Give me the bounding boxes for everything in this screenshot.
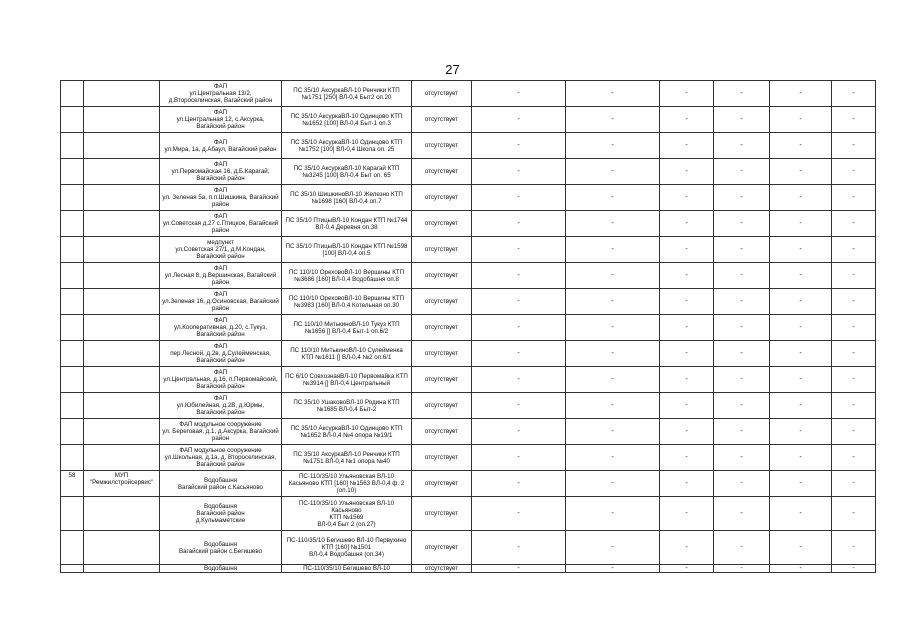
value-cell: - xyxy=(714,471,770,497)
table-row xyxy=(61,393,876,419)
value-cell: - xyxy=(472,263,566,289)
value-cell: - xyxy=(770,419,832,445)
data-table xyxy=(60,80,876,573)
table-row xyxy=(61,565,876,573)
table-row xyxy=(61,445,876,471)
value-cell: - xyxy=(566,315,660,341)
value-cell: - xyxy=(770,159,832,185)
table-row xyxy=(61,367,876,393)
value-cell: - xyxy=(832,133,876,159)
value-cell: - xyxy=(832,367,876,393)
power-source-cell: ПС 35/10 ПтицыВЛ-10 Кондан КТП №1744 ВЛ-0,4 Деревня оп.38 xyxy=(282,211,412,237)
status-cell: отсутствует xyxy=(412,185,472,211)
power-source-cell: ПС 35/10 АксуркаВЛ-10 Ренчики КТП №1751 [250] ВЛ-0,4 Быт2 оп.20 xyxy=(282,81,412,107)
value-cell: - xyxy=(472,81,566,107)
value-cell: - xyxy=(832,237,876,263)
status-cell: отсутствует xyxy=(412,497,472,531)
value-cell: - xyxy=(714,419,770,445)
status-cell: отсутствует xyxy=(412,565,472,573)
organization-cell xyxy=(84,445,160,471)
object-cell: ФАП ул.Юбилейная, д.2В, д.Юрмы, Вагайский район xyxy=(160,393,282,419)
organization-cell xyxy=(84,289,160,315)
value-cell: - xyxy=(660,565,714,573)
value-cell: - xyxy=(770,315,832,341)
value-cell: - xyxy=(660,531,714,565)
value-cell: - xyxy=(566,531,660,565)
value-cell: - xyxy=(472,133,566,159)
object-cell: Водобашня xyxy=(160,565,282,573)
value-cell: - xyxy=(566,289,660,315)
value-cell: - xyxy=(714,81,770,107)
value-cell: - xyxy=(770,471,832,497)
value-cell: - xyxy=(714,107,770,133)
value-cell: - xyxy=(770,81,832,107)
value-cell: - xyxy=(566,497,660,531)
object-cell: ФАП ул. Зеленая 5а, п.п.Шишкина, Вагайский район xyxy=(160,185,282,211)
value-cell: - xyxy=(770,211,832,237)
power-source-cell: ПС 110/10 МитькиноВЛ-10 Сулейменка КТП №1611 [] ВЛ-0,4 №2 оп.6/1 xyxy=(282,341,412,367)
value-cell: - xyxy=(566,565,660,573)
value-cell: - xyxy=(472,107,566,133)
value-cell: - xyxy=(472,565,566,573)
power-source-cell: ПС 110/10 ОреховоВЛ-10 Вершины КТП №3686 [160] ВЛ-0,4 Водобашня оп.8 xyxy=(282,263,412,289)
power-source-cell: ПС-110/35/10 Бегишево ВЛ-10 xyxy=(282,565,412,573)
value-cell: - xyxy=(832,211,876,237)
power-source-cell: ПС 35/10 ПтицыВЛ-10 Кондан КТП №1598 [100] ВЛ-0,4 оп.5 xyxy=(282,237,412,263)
value-cell: - xyxy=(566,419,660,445)
value-cell: - xyxy=(832,393,876,419)
object-cell: Водобашня Вагайский район с.Касьяново xyxy=(160,471,282,497)
organization-cell xyxy=(84,133,160,159)
value-cell: - xyxy=(714,133,770,159)
power-source-cell: ПС-110/35/10 Ульяновская ВЛ-10 Касьяново КТП №1569 ВЛ-0,4 Быт 2 (оп.27) xyxy=(282,497,412,531)
value-cell: - xyxy=(566,133,660,159)
organization-cell xyxy=(84,185,160,211)
table-row xyxy=(61,185,876,211)
table-row xyxy=(61,471,876,497)
value-cell: - xyxy=(832,185,876,211)
value-cell: - xyxy=(714,185,770,211)
value-cell: - xyxy=(832,107,876,133)
value-cell: - xyxy=(660,419,714,445)
object-cell: ФАП ул.Центральная 13/2, д.Второселинская, Вагайский район xyxy=(160,81,282,107)
status-cell: отсутствует xyxy=(412,81,472,107)
power-source-cell: ПС 110/10 ОреховоВЛ-10 Вершины КТП №3983 [160] ВЛ-0,4 Котельная оп.30 xyxy=(282,289,412,315)
object-cell: Водобашня Вагайский район д.Кульмаметские xyxy=(160,497,282,531)
value-cell: - xyxy=(770,497,832,531)
organization-cell xyxy=(84,81,160,107)
row-number-cell xyxy=(61,367,84,393)
value-cell: - xyxy=(660,497,714,531)
value-cell: - xyxy=(566,81,660,107)
table-row xyxy=(61,133,876,159)
value-cell: - xyxy=(566,185,660,211)
status-cell: отсутствует xyxy=(412,419,472,445)
status-cell: отсутствует xyxy=(412,107,472,133)
status-cell: отсутствует xyxy=(412,445,472,471)
table-row xyxy=(61,419,876,445)
object-cell: ФАП ул.Кооперативная, д.20, с.Тукуз, Вагайский район xyxy=(160,315,282,341)
organization-cell xyxy=(84,531,160,565)
value-cell: - xyxy=(660,315,714,341)
object-cell: Водобашня Вагайский район с.Бегишево xyxy=(160,531,282,565)
value-cell: - xyxy=(770,341,832,367)
value-cell: - xyxy=(832,315,876,341)
value-cell: - xyxy=(472,159,566,185)
value-cell: - xyxy=(660,81,714,107)
value-cell: - xyxy=(832,565,876,573)
object-cell: ФАП модульное сооружение ул. Береговая, д.1, д.Аксурка, Вагайский район xyxy=(160,419,282,445)
row-number-cell xyxy=(61,497,84,531)
value-cell: - xyxy=(660,289,714,315)
organization-cell xyxy=(84,341,160,367)
status-cell: отсутствует xyxy=(412,471,472,497)
value-cell: - xyxy=(566,393,660,419)
row-number-cell xyxy=(61,107,84,133)
page-number: 27 xyxy=(445,62,460,77)
value-cell: - xyxy=(714,159,770,185)
row-number-cell xyxy=(61,237,84,263)
value-cell: - xyxy=(714,445,770,471)
table-row xyxy=(61,531,876,565)
organization-cell xyxy=(84,263,160,289)
organization-cell xyxy=(84,237,160,263)
value-cell: - xyxy=(832,289,876,315)
value-cell: - xyxy=(566,263,660,289)
value-cell: - xyxy=(660,185,714,211)
status-cell: отсутствует xyxy=(412,341,472,367)
value-cell: - xyxy=(770,565,832,573)
value-cell: - xyxy=(472,289,566,315)
object-cell: ФАП ул.Центральная 12, с.Аксурка, Вагайский район xyxy=(160,107,282,133)
value-cell: - xyxy=(770,531,832,565)
value-cell: - xyxy=(770,367,832,393)
organization-cell xyxy=(84,159,160,185)
value-cell: - xyxy=(660,367,714,393)
power-source-cell: ПС 35/10 АксуркаВЛ-10 Карагай КТП №3245 [100] ВЛ-0,4 Быт оп. 65 xyxy=(282,159,412,185)
value-cell: - xyxy=(770,237,832,263)
object-cell: ФАП ул.Первомайская 16, д.Б.Карагай, Вагайский район xyxy=(160,159,282,185)
object-cell: ФАП ул.Центральная, д.16, п.Первомайский, Вагайский район xyxy=(160,367,282,393)
value-cell: - xyxy=(714,393,770,419)
value-cell: - xyxy=(770,185,832,211)
value-cell: - xyxy=(566,211,660,237)
value-cell: - xyxy=(832,471,876,497)
organization-cell xyxy=(84,211,160,237)
table-row xyxy=(61,289,876,315)
row-number-cell xyxy=(61,133,84,159)
value-cell: - xyxy=(832,341,876,367)
value-cell: - xyxy=(714,497,770,531)
power-source-cell: ПС-110/35/10 Ульяновская ВЛ-10 Касьяново КТП [160] №1563 ВЛ-0,4 ф. 2 (оп.10) xyxy=(282,471,412,497)
value-cell: - xyxy=(472,497,566,531)
object-cell: ФАП ул.Лесная 8, д.Вершинская, Вагайский район xyxy=(160,263,282,289)
value-cell: - xyxy=(714,531,770,565)
value-cell: - xyxy=(714,263,770,289)
value-cell: - xyxy=(832,497,876,531)
value-cell: - xyxy=(472,315,566,341)
row-number-cell xyxy=(61,185,84,211)
value-cell: - xyxy=(566,445,660,471)
status-cell: отсутствует xyxy=(412,393,472,419)
object-cell: ФАП пер.Лесной, д.2в, д.Сулейменская, Вагайский район xyxy=(160,341,282,367)
value-cell: - xyxy=(566,159,660,185)
organization-cell xyxy=(84,107,160,133)
value-cell: - xyxy=(660,107,714,133)
value-cell: - xyxy=(770,107,832,133)
value-cell: - xyxy=(832,263,876,289)
value-cell: - xyxy=(566,367,660,393)
power-source-cell: ПС 35/10 УшаковоВЛ-10 Родина КТП №1685 ВЛ-0,4 Быт-2 xyxy=(282,393,412,419)
row-number-cell xyxy=(61,565,84,573)
value-cell: - xyxy=(660,341,714,367)
value-cell: - xyxy=(714,367,770,393)
value-cell: - xyxy=(660,471,714,497)
power-source-cell: ПС 35/10 АксуркаВЛ-10 Одинцово КТП №1752 [100] ВЛ-0,4 Школа оп. 25 xyxy=(282,133,412,159)
value-cell: - xyxy=(566,341,660,367)
value-cell: - xyxy=(472,419,566,445)
status-cell: отсутствует xyxy=(412,289,472,315)
object-cell: ФАП модульное сооружение ул.Школьная, д.1а, д. Второселинская, Вагайский район xyxy=(160,445,282,471)
value-cell: - xyxy=(472,341,566,367)
value-cell: - xyxy=(770,263,832,289)
organization-cell xyxy=(84,315,160,341)
object-cell: ФАП ул.Зеленая 16, д.Осиновская, Вагайский район xyxy=(160,289,282,315)
value-cell: - xyxy=(832,419,876,445)
row-number-cell xyxy=(61,445,84,471)
value-cell: - xyxy=(770,445,832,471)
value-cell: - xyxy=(566,237,660,263)
row-number-cell xyxy=(61,263,84,289)
organization-cell xyxy=(84,497,160,531)
organization-cell: МУП "Ремжилстройсервис" xyxy=(84,471,160,497)
value-cell: - xyxy=(660,237,714,263)
value-cell: - xyxy=(472,471,566,497)
row-number-cell: 58 xyxy=(61,471,84,497)
value-cell: - xyxy=(660,211,714,237)
row-number-cell xyxy=(61,211,84,237)
object-cell: ФАП ул.Мира, 1а, д.Абаул, Вагайский район xyxy=(160,133,282,159)
value-cell: - xyxy=(660,133,714,159)
value-cell: - xyxy=(770,133,832,159)
value-cell: - xyxy=(714,341,770,367)
table-row xyxy=(61,263,876,289)
value-cell: - xyxy=(472,185,566,211)
power-source-cell: ПС-110/35/10 Бегишево ВЛ-10 Первухино КТП [160] №1501 ВЛ-0,4 Водобашня (оп.34) xyxy=(282,531,412,565)
row-number-cell xyxy=(61,289,84,315)
value-cell: - xyxy=(714,289,770,315)
power-source-cell: ПС 110/10 МитькиноВЛ-10 Тукуз КТП №1656 [] ВЛ-0,4 Быт-1 оп.6/2 xyxy=(282,315,412,341)
row-number-cell xyxy=(61,531,84,565)
row-number-cell xyxy=(61,159,84,185)
table-row xyxy=(61,107,876,133)
value-cell: - xyxy=(660,159,714,185)
value-cell: - xyxy=(770,289,832,315)
value-cell: - xyxy=(770,393,832,419)
row-number-cell xyxy=(61,419,84,445)
power-source-cell: ПС 6/10 СовхознаяВЛ-10 Первомайка КТП №3914 [] ВЛ-0,4 Центральный xyxy=(282,367,412,393)
status-cell: отсутствует xyxy=(412,367,472,393)
value-cell: - xyxy=(660,263,714,289)
value-cell: - xyxy=(714,211,770,237)
value-cell: - xyxy=(566,471,660,497)
value-cell: - xyxy=(832,159,876,185)
value-cell: - xyxy=(472,531,566,565)
status-cell: отсутствует xyxy=(412,159,472,185)
status-cell: отсутствует xyxy=(412,133,472,159)
table-row xyxy=(61,497,876,531)
value-cell: - xyxy=(472,393,566,419)
value-cell: - xyxy=(832,531,876,565)
table-row xyxy=(61,81,876,107)
value-cell: - xyxy=(714,237,770,263)
status-cell: отсутствует xyxy=(412,211,472,237)
value-cell: - xyxy=(472,367,566,393)
power-source-cell: ПС 35/10 ШишкиноВЛ-10 Железно КТП №1698 [160] ВЛ-0,4 оп.7 xyxy=(282,185,412,211)
power-source-cell: ПС 35/10 АксуркаВЛ-10 Одинцово КТП №1652 ВЛ-0,4 №4 опора №19/1 xyxy=(282,419,412,445)
value-cell: - xyxy=(660,445,714,471)
value-cell: - xyxy=(566,107,660,133)
value-cell: - xyxy=(832,445,876,471)
table-row xyxy=(61,159,876,185)
organization-cell xyxy=(84,393,160,419)
row-number-cell xyxy=(61,393,84,419)
row-number-cell xyxy=(61,81,84,107)
value-cell: - xyxy=(714,565,770,573)
organization-cell xyxy=(84,419,160,445)
object-cell: медпункт ул.Советская 27/1, д.М.Кондан, Вагайский район xyxy=(160,237,282,263)
value-cell: - xyxy=(472,211,566,237)
value-cell: - xyxy=(832,81,876,107)
status-cell: отсутствует xyxy=(412,263,472,289)
object-cell: ФАП ул.Советская д.27 с.Птицкое, Вагайский район xyxy=(160,211,282,237)
row-number-cell xyxy=(61,315,84,341)
value-cell: - xyxy=(472,237,566,263)
table-row xyxy=(61,341,876,367)
status-cell: отсутствует xyxy=(412,531,472,565)
organization-cell xyxy=(84,367,160,393)
table-row xyxy=(61,211,876,237)
power-source-cell: ПС 35/10 АксуркаВЛ-10 Одинцово КТП №1652 [100] ВЛ-0,4 Быт-1 оп.3 xyxy=(282,107,412,133)
table-row xyxy=(61,237,876,263)
value-cell: - xyxy=(472,445,566,471)
status-cell: отсутствует xyxy=(412,315,472,341)
power-source-cell: ПС 35/10 АксуркаВЛ-10 Ренчики КТП №1751 ВЛ-0,4 №1 опора №40 xyxy=(282,445,412,471)
value-cell: - xyxy=(714,315,770,341)
status-cell: отсутствует xyxy=(412,237,472,263)
value-cell: - xyxy=(660,393,714,419)
table-row xyxy=(61,315,876,341)
organization-cell xyxy=(84,565,160,573)
row-number-cell xyxy=(61,341,84,367)
